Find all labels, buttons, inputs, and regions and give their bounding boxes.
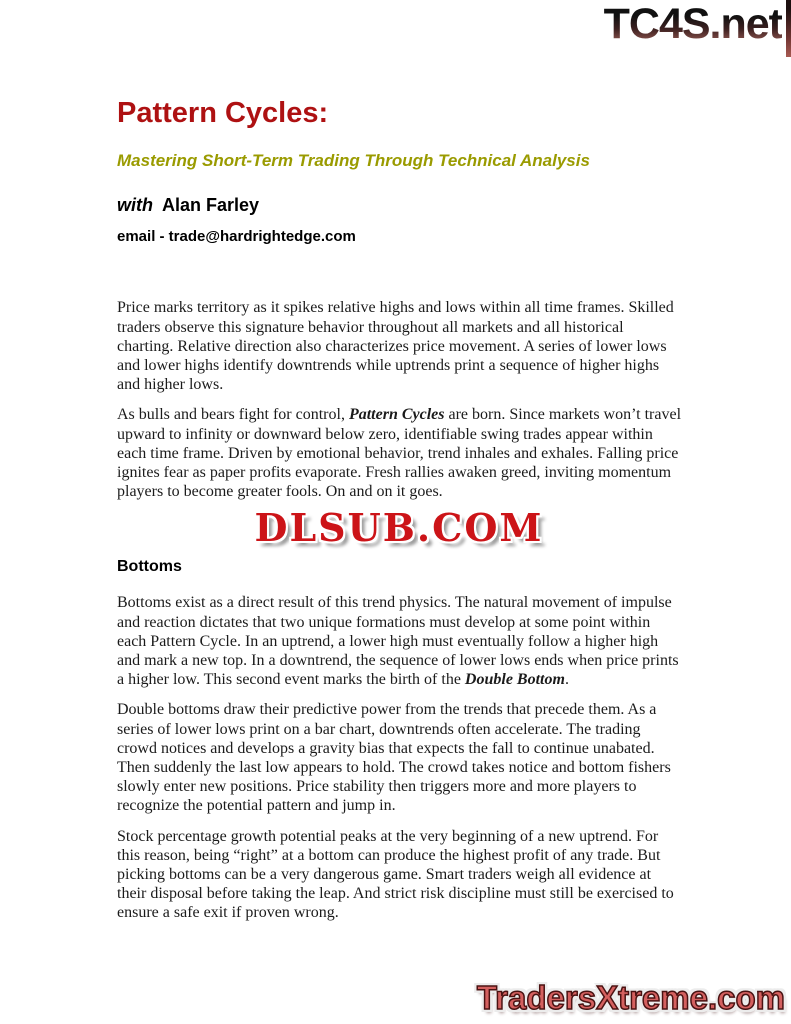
- document-body: [117, 97, 681, 934]
- email-line: email - trade@hardrightedge.com: [117, 228, 356, 246]
- tradersxtreme-site-logo[interactable]: TradersXtreme.com: [476, 979, 785, 1016]
- tc4s-site-logo[interactable]: TC4S.net: [603, 0, 782, 48]
- paragraph-intro-2: As bulls and bears fight for control, Pattern Cycles are born. Since markets won’t travel upward to infinity or downward below zero, identifiable swing trades appear within each time frame. Driven by emotional behavior, trend inhales and exhales. Falling price ignites fear as paper profits evaporate. Fresh rallies awaken greed, inviting momentum players to become greater fools. On and on it goes.: [117, 406, 682, 501]
- dlsub-watermark-logo[interactable]: DLSUB.COM: [254, 505, 544, 551]
- byline: [117, 195, 681, 217]
- corner-red-bar: [786, 0, 791, 57]
- page-title: Pattern Cycles:: [117, 97, 329, 129]
- paragraph-intro-1: Price marks territory as it spikes relative highs and lows within all time frames. Skilled traders observe this signature behavior throughout all markets and all historical charting. Relative direction also characterizes price movement. A series of lower lows and lower highs identify downtrends while uptrends print a sequence of higher highs and higher lows.: [117, 299, 674, 394]
- paragraph-bottoms-2: Double bottoms draw their predictive power from the trends that precede them. As a series of lower lows print on a bar chart, downtrends often accelerate. The trading crowd notices and develops a gravity bias that expects the fall to continue unabated. Then suddenly the last low appears to hold. The crowd takes notice and bottom fishers slowly enter new positions. Price stability then triggers more and more players to recognize the potential pattern and jump in.: [117, 701, 671, 815]
- paragraph-bottoms-1: Bottoms exist as a direct result of this trend physics. The natural movement of impulse and reaction dictates that two unique formations must develop at some point within each Pattern Cycle. In an uptrend, a lower high must eventually follow a higher high and mark a new top. In a downtrend, the sequence of lower lows ends when price prints a higher low. This second event marks the birth of the Double Bottom.: [117, 594, 679, 689]
- page-subtitle: Mastering Short-Term Trading Through Technical Analysis: [117, 151, 590, 171]
- author-name: Alan Farley: [162, 194, 260, 215]
- byline-prefix: with: [117, 194, 153, 215]
- section-heading-bottoms: Bottoms: [117, 558, 182, 576]
- paragraph-bottoms-3: Stock percentage growth potential peaks at the very beginning of a new uptrend. For this reason, being “right” at a bottom can produce the highest profit of any trade. But picking bottoms can be a very dangerous game. Smart traders weigh all evidence at their disposal before taking the leap. And strict risk discipline must still be exercised to ensure a safe exit if proven wrong.: [117, 827, 674, 922]
